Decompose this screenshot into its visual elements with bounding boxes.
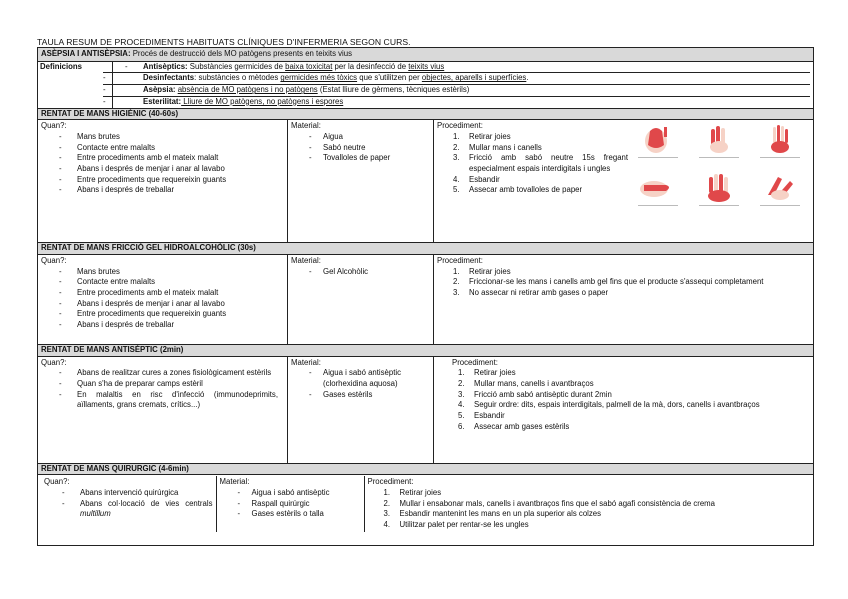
hand-wash-step-1-icon — [628, 123, 689, 165]
quan-item: - Abans i després de menjar i anar al lavabo — [59, 164, 284, 175]
proc-step: 4. Esbandir — [453, 174, 500, 184]
quan-item: - En malaltis en risc d'infecció (immunodeprimits, aïllaments, grans cremats, crítics...) — [59, 390, 278, 411]
quan-item: - Contacte entre malalts — [59, 143, 284, 154]
definitions-label: Definicions — [38, 62, 113, 108]
procediment-cell: Procediment: 1. Retirar joies 2. Friccionar-se les mans i canells amb gel fins que el producte s'assequi completament 3. No assecar ni retirar amb gases o paper — [434, 254, 814, 344]
material-cell: Material: - Aigua i sabó antisèptic - Raspall quirúrgic - Gases estèrils o talla — [216, 476, 364, 532]
material-item: - Aigua — [309, 132, 430, 143]
quan-item: - Entre procediments que requereixin guants — [59, 309, 284, 320]
quan-item: - Abans de realitzar cures a zones fisiològicament estèrils — [59, 368, 278, 379]
asepsia-header-row — [38, 48, 814, 62]
material-cell: Material: - Gel Alcohòlic — [288, 254, 434, 344]
quan-item: - Abans i després de treballar — [59, 320, 284, 331]
proc-step: 3. Fricció amb sabó neutre 15s fregant especialment espais interdigitals i ungles — [453, 153, 629, 174]
quan-item: - Entre procediments que requereixin guants — [59, 175, 284, 186]
quan-item: - Mans brutes — [59, 267, 284, 278]
procedures-table — [37, 47, 814, 546]
proc-step: 5. Esbandir — [458, 411, 505, 421]
material-item: - Sabó neutre — [309, 143, 430, 154]
section-header-row — [38, 344, 814, 356]
material-cell: Material: - Aigua - Sabó neutre - Tovalloles de paper — [288, 120, 434, 243]
proc-step: 3. Esbandir mantenint les mans en un pla superior als colzes — [383, 509, 602, 519]
procediment-cell: Procediment: 1. Retirar joies 2. Mullar i ensabonar mals, canells i avantbraços fins que el sabó agafi consistència de crema 3. Esbandir mantenint les mans en un pla superior als colzes 4. Utilitzar palet per rentar-se les ungles — [364, 476, 810, 532]
hand-wash-step-5-icon — [689, 171, 750, 213]
quan-item: - Contacte entre malalts — [59, 277, 284, 288]
proc-step: 5. Assecar amb tovalloles de paper — [453, 185, 583, 195]
proc-step: 4. Seguir ordre: dits, espais interdigitals, palmell de la mà, dors, canells i avantbraços — [458, 400, 760, 410]
material-cell: Material: - Aigua i sabó antisèptic (clorhexidina aquosa) - Gases estèrils — [288, 356, 434, 463]
document-title: TAULA RESUM DE PROCEDIMENTS HABITUATS CLÍNIQUES D'INFERMERIA SEGON CURS. — [37, 37, 411, 47]
quan-item: - Abans i després de menjar i anar al lavabo — [59, 299, 284, 310]
material-item: - Aigua i sabó antisèptic — [238, 488, 361, 499]
proc-step: 1. Retirar joies — [453, 131, 511, 141]
proc-step: 6. Assecar amb gases estèrils — [458, 421, 570, 431]
section-header-row — [38, 463, 814, 475]
proc-step: 4. Utilitzar palet per rentar-se les ungles — [383, 520, 529, 530]
proc-step: 2. Mullar mans, canells i avantbraços — [458, 379, 594, 389]
material-item: - Aigua i sabó antisèptic (clorhexidina aquosa) — [309, 368, 430, 389]
hand-wash-step-3-icon — [749, 123, 810, 165]
quan-item: - Abans intervenció quirúrgica — [62, 488, 213, 499]
definition-item: - Antisèptics: Substàncies germicides de baixa toxicitat per la desinfecció de teixits vius — [125, 62, 810, 73]
definition-item: - Esterilitat: Lliure de MO patògens, no patògens i espores — [103, 96, 810, 108]
hand-wash-step-2-icon — [689, 123, 750, 165]
material-item: - Raspall quirúrgic — [238, 499, 361, 510]
quan-item: - Abans col·locació de vies centrals multillum — [62, 499, 213, 520]
section-body-row — [38, 254, 814, 344]
section-header-row — [38, 108, 814, 120]
procediment-cell: Procediment: 1. Retirar joies 2. Mullar mans, canells i avantbraços 3. Fricció amb sabó antisèptic durant 2min 4. Seguir ordre: dits, espais interdigitals, palmell de la mà, dors, canells i avantbraços 5. Esbandir 6. Assecar amb gases estèrils — [434, 356, 814, 463]
section-header: RENTAT DE MANS QUIRURGIC (4-6min) — [38, 463, 814, 475]
quan-item: - Quan s'ha de preparar camps estèril — [59, 379, 278, 390]
proc-step: 2. Friccionar-se les mans i canells amb gel fins que el producte s'assequi completament — [453, 277, 764, 287]
quan-item: - Entre procediments amb el mateix malalt — [59, 288, 284, 299]
section-header: RENTAT DE MANS HIGIÈNIC (40-60s) — [38, 108, 814, 120]
proc-step: 1. Retirar joies — [383, 488, 442, 498]
hand-wash-step-6-icon — [749, 171, 810, 213]
section-body-row — [38, 475, 814, 546]
definition-item: - Desinfectants: substàncies o mètodes germicides més tòxics que s'utilitzen per objectes, aparells i superfícies. — [103, 72, 810, 84]
proc-step: 2. Mullar i ensabonar mals, canells i avantbraços fins que el sabó agafi consistència de crema — [383, 498, 716, 508]
proc-step: 1. Retirar joies — [453, 266, 511, 276]
proc-step: 2. Mullar mans i canells — [453, 142, 542, 152]
section-body-row — [38, 120, 814, 243]
material-item: - Tovalloles de paper — [309, 153, 403, 164]
quan-cell: Quan?: - Mans brutes - Contacte entre malalts - Entre procediments amb el mateix malalt - Abans i després de menjar i anar al lavabo - Entre procediments que requereixin guants - Abans i després de treballar — [38, 120, 288, 243]
quan-cell: Quan?: - Mans brutes - Contacte entre malalts - Entre procediments amb el mateix malalt - Abans i després de menjar i anar al lavabo - Entre procediments que requereixin guants - Abans i després de treballar — [38, 254, 288, 344]
material-item: - Gases estèrils — [309, 390, 430, 401]
definitions-row — [38, 61, 814, 108]
section-body-row — [38, 356, 814, 463]
asepsia-header: ASÈPSIA I ANTISÈPSIA: Procés de destrucció dels MO patògens presents en teixits vius — [38, 48, 814, 62]
material-item: - Gases estèrils o talla — [238, 509, 361, 520]
proc-step: 1. Retirar joies — [458, 368, 516, 378]
material-item: - Gel Alcohòlic — [309, 267, 430, 278]
procediment-cell: Procediment: 1. Retirar joies 2. Mullar mans i canells 3. Fricció amb sabó neutre 15s fregant especialment espais interdigitals i ungles 4. Esbandir 5. Assecar amb tovalloles de paper — [434, 120, 814, 243]
section-header: RENTAT DE MANS ANTISÈPTIC (2min) — [38, 344, 814, 356]
section-header-row — [38, 243, 814, 255]
hand-wash-illustrations — [628, 121, 810, 213]
proc-step: 3. Fricció amb sabó antisèptic durant 2min — [458, 389, 612, 399]
definitions-list — [121, 62, 810, 108]
quan-cell: Quan?: - Abans de realitzar cures a zones fisiològicament estèrils - Quan s'ha de preparar camps estèril - En malaltis en risc d'infecció (immunodeprimits, aïllaments, grans cremats, crítics...) — [38, 356, 288, 463]
proc-step: 3. No assecar ni retirar amb gases o paper — [453, 288, 609, 298]
quan-item: - Abans i després de treballar — [59, 185, 284, 196]
section-header: RENTAT DE MANS FRICCIÓ GEL HIDROALCOHÒLIC (30s) — [38, 243, 814, 255]
quan-cell: Quan?: - Abans intervenció quirúrgica - Abans col·locació de vies centrals multillum — [41, 476, 216, 532]
quan-item: - Entre procediments amb el mateix malalt — [59, 153, 284, 164]
hand-wash-step-4-icon — [628, 171, 689, 213]
definition-item: - Asèpsia: absència de MO patògens i no patògens (Estat lliure de gèrmens, tècniques estèrils) — [103, 84, 810, 96]
quan-item: - Mans brutes — [59, 132, 284, 143]
